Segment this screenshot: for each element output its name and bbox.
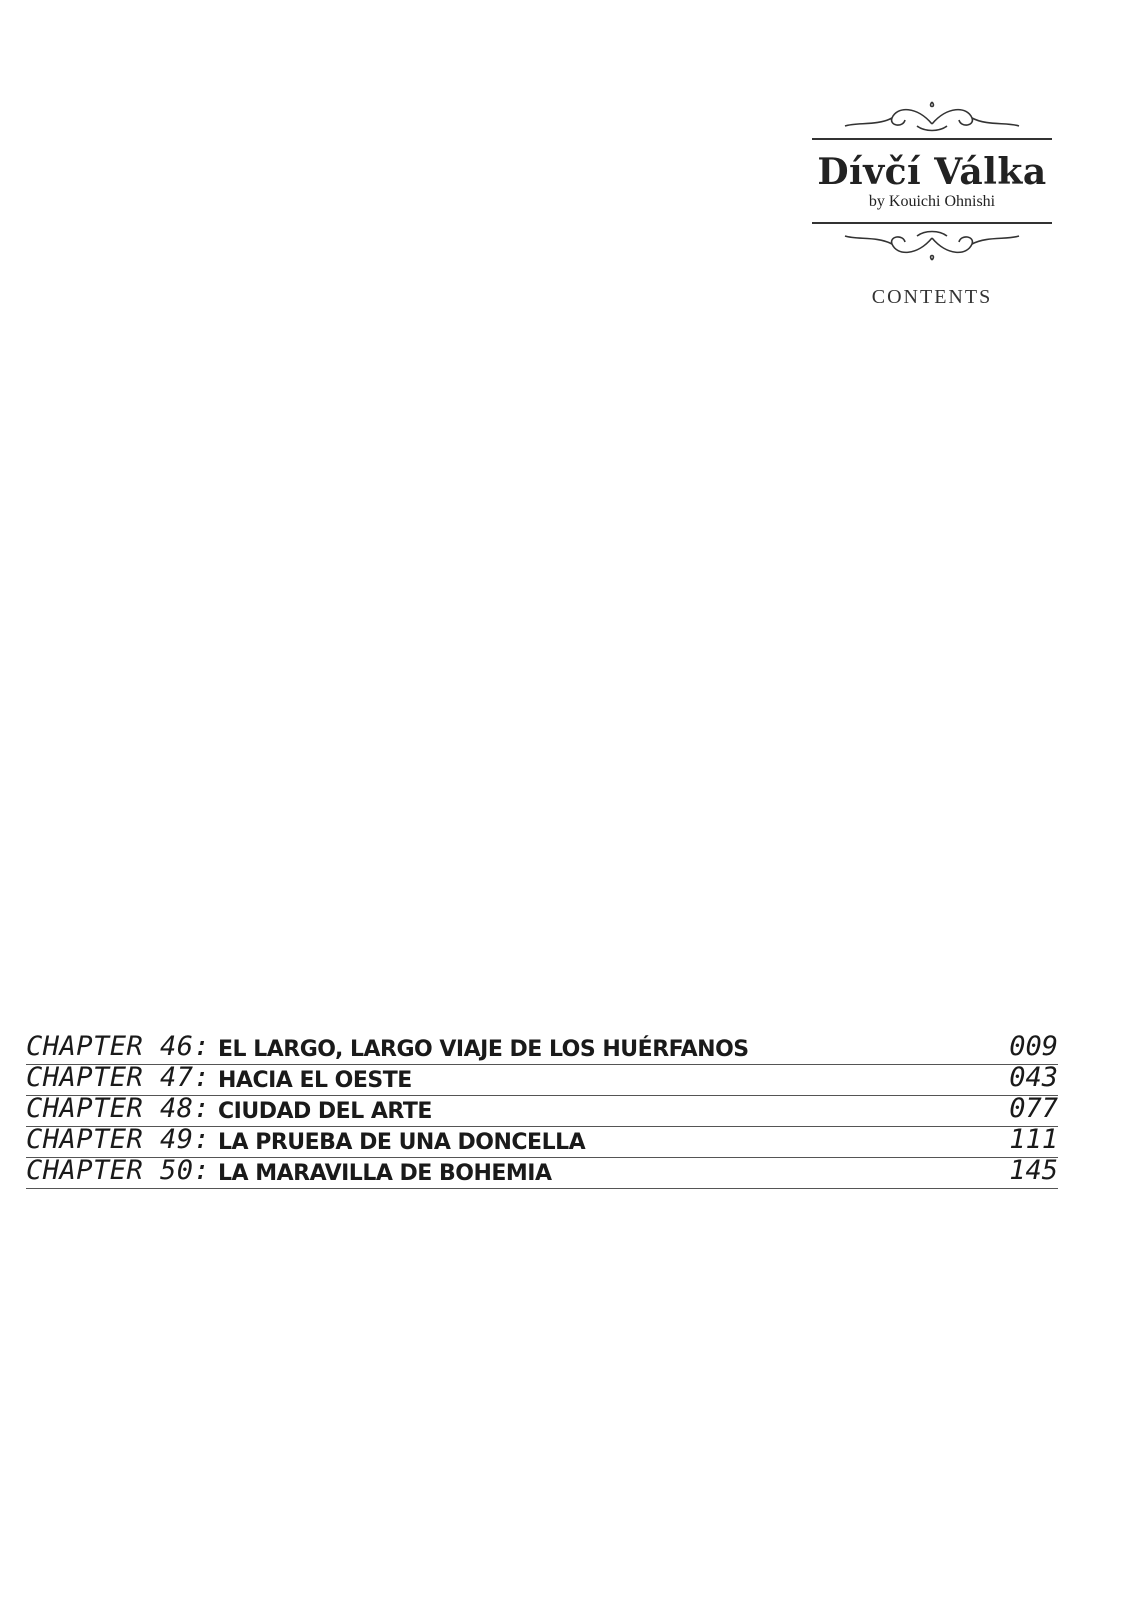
page-number: 077 xyxy=(1009,1093,1058,1124)
chapter-number: CHAPTER 50: xyxy=(26,1155,211,1186)
chapter-title: EL LARGO, LARGO VIAJE DE LOS HUÉRFANOS xyxy=(218,1037,749,1062)
book-author: by Kouichi Ohnishi xyxy=(868,193,996,210)
bottom-flourish-icon xyxy=(837,226,1027,266)
top-flourish-icon xyxy=(837,96,1027,136)
chapter-number: CHAPTER 46: xyxy=(26,1031,211,1062)
title-block xyxy=(812,96,1052,309)
top-rule xyxy=(812,138,1052,140)
chapter-number: CHAPTER 49: xyxy=(26,1124,211,1155)
bottom-rule xyxy=(812,222,1052,224)
toc-row xyxy=(26,1155,1058,1189)
page-number: 111 xyxy=(1009,1124,1058,1155)
toc-row xyxy=(26,1031,1058,1065)
table-of-contents xyxy=(26,1031,1058,1189)
page-number: 009 xyxy=(1009,1031,1058,1062)
chapter-title: CIUDAD DEL ARTE xyxy=(218,1099,432,1124)
page-number: 043 xyxy=(1009,1062,1058,1093)
chapter-number: CHAPTER 48: xyxy=(26,1093,211,1124)
chapter-title: LA MARAVILLA DE BOHEMIA xyxy=(218,1161,552,1186)
toc-row xyxy=(26,1124,1058,1158)
chapter-title: LA PRUEBA DE UNA DONCELLA xyxy=(218,1130,586,1155)
page-number: 145 xyxy=(1009,1155,1058,1186)
toc-row xyxy=(26,1062,1058,1096)
chapter-number: CHAPTER 47: xyxy=(26,1062,211,1093)
toc-row xyxy=(26,1093,1058,1127)
contents-heading: CONTENTS xyxy=(871,286,993,308)
chapter-title: HACIA EL OESTE xyxy=(218,1068,412,1093)
book-title: Dívčí Válka xyxy=(817,151,1047,193)
